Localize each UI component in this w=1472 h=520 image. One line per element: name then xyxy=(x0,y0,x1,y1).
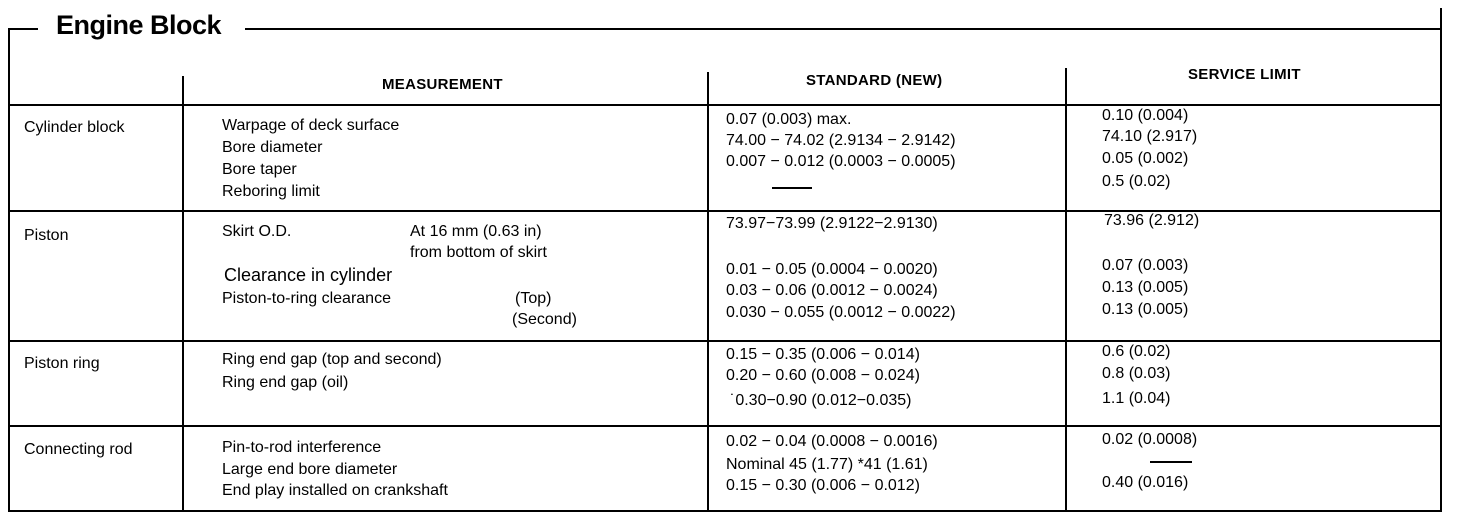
header-measurement: MEASUREMENT xyxy=(382,76,503,93)
header-standard: STANDARD (NEW) xyxy=(806,72,943,89)
page-title: Engine Block xyxy=(52,10,225,41)
service-limit-value: 0.13 (0.005) xyxy=(1102,279,1189,296)
measurement-text: End play installed on crankshaft xyxy=(222,482,448,499)
standard-value: 0.030 − 0.055 (0.0012 − 0.0022) xyxy=(726,304,956,321)
standard-value: 73.97−73.99 (2.9122−2.9130) xyxy=(726,215,938,232)
service-limit-value: 1.1 (0.04) xyxy=(1102,390,1171,407)
measurement-text: Pin-to-rod interference xyxy=(222,439,382,456)
measurement-text: Clearance in cylinder xyxy=(224,265,393,285)
service-limit-value: 0.40 (0.016) xyxy=(1102,474,1189,491)
standard-value: 0.07 (0.003) max. xyxy=(726,111,852,128)
standard-value: 0.02 − 0.04 (0.0008 − 0.0016) xyxy=(726,433,938,450)
standard-value: 0.01 − 0.05 (0.0004 − 0.0020) xyxy=(726,261,938,278)
standard-value: 0.03 − 0.06 (0.0012 − 0.0024) xyxy=(726,282,938,299)
row-divider-2 xyxy=(8,340,1442,342)
frame-left xyxy=(8,28,10,512)
service-limit-value: 0.13 (0.005) xyxy=(1102,301,1189,318)
measurement-text: Skirt O.D. xyxy=(222,223,292,240)
measurement-text: Large end bore diameter xyxy=(222,461,398,478)
standard-value: 0.007 − 0.012 (0.0003 − 0.0005) xyxy=(726,153,956,170)
standard-value: Nominal 45 (1.77) *41 (1.61) xyxy=(726,456,928,473)
item-cylinder-block: Cylinder block xyxy=(24,119,125,136)
standard-value: 0.15 − 0.30 (0.006 − 0.012) xyxy=(726,477,920,494)
row-divider-3 xyxy=(8,425,1442,427)
measurement-text: (Second) xyxy=(512,311,577,328)
item-piston: Piston xyxy=(24,227,69,244)
service-limit-value: 0.02 (0.0008) xyxy=(1102,431,1198,448)
frame-bottom xyxy=(8,510,1442,512)
frame-right xyxy=(1440,8,1442,512)
measurement-text: Ring end gap (oil) xyxy=(222,374,349,391)
service-limit-value: 0.6 (0.02) xyxy=(1102,343,1171,360)
service-limit-value: 0.05 (0.002) xyxy=(1102,150,1189,167)
standard-value: 74.00 − 74.02 (2.9134 − 2.9142) xyxy=(726,132,956,149)
standard-value: 0.15 − 0.35 (0.006 − 0.014) xyxy=(726,346,920,363)
item-piston-ring: Piston ring xyxy=(24,355,100,372)
service-limit-value: 0.8 (0.03) xyxy=(1102,365,1171,382)
no-value-dash xyxy=(772,187,812,189)
frame-top-left xyxy=(8,28,38,30)
header-service-limit: SERVICE LIMIT xyxy=(1188,66,1301,83)
measurement-text: Warpage of deck surface xyxy=(222,117,400,134)
measurement-text: Reboring limit xyxy=(222,183,320,200)
standard-value: ˙0.30−0.90 (0.012−0.035) xyxy=(730,392,912,409)
col-divider-service xyxy=(1065,68,1067,512)
service-limit-value: 0.07 (0.003) xyxy=(1102,257,1189,274)
header-divider xyxy=(8,104,1442,106)
measurement-text: from bottom of skirt xyxy=(410,244,547,261)
measurement-text: At 16 mm (0.63 in) xyxy=(410,223,542,240)
service-limit-value: 73.96 (2.912) xyxy=(1104,212,1200,229)
measurement-text: Bore taper xyxy=(222,161,297,178)
measurement-text: Piston-to-ring clearance xyxy=(222,290,391,307)
col-divider-standard xyxy=(707,72,709,512)
row-divider-1 xyxy=(8,210,1442,212)
item-connecting-rod: Connecting rod xyxy=(24,441,133,458)
service-limit-value: 74.10 (2.917) xyxy=(1102,128,1198,145)
col-divider-measurement xyxy=(182,76,184,512)
measurement-text: Bore diameter xyxy=(222,139,323,156)
measurement-text: (Top) xyxy=(515,290,552,307)
measurement-text: Ring end gap (top and second) xyxy=(222,351,442,368)
standard-value: 0.20 − 0.60 (0.008 − 0.024) xyxy=(726,367,920,384)
frame-top-right xyxy=(245,28,1440,30)
no-value-dash xyxy=(1150,461,1192,463)
service-limit-value: 0.10 (0.004) xyxy=(1102,107,1189,124)
service-limit-value: 0.5 (0.02) xyxy=(1102,173,1171,190)
